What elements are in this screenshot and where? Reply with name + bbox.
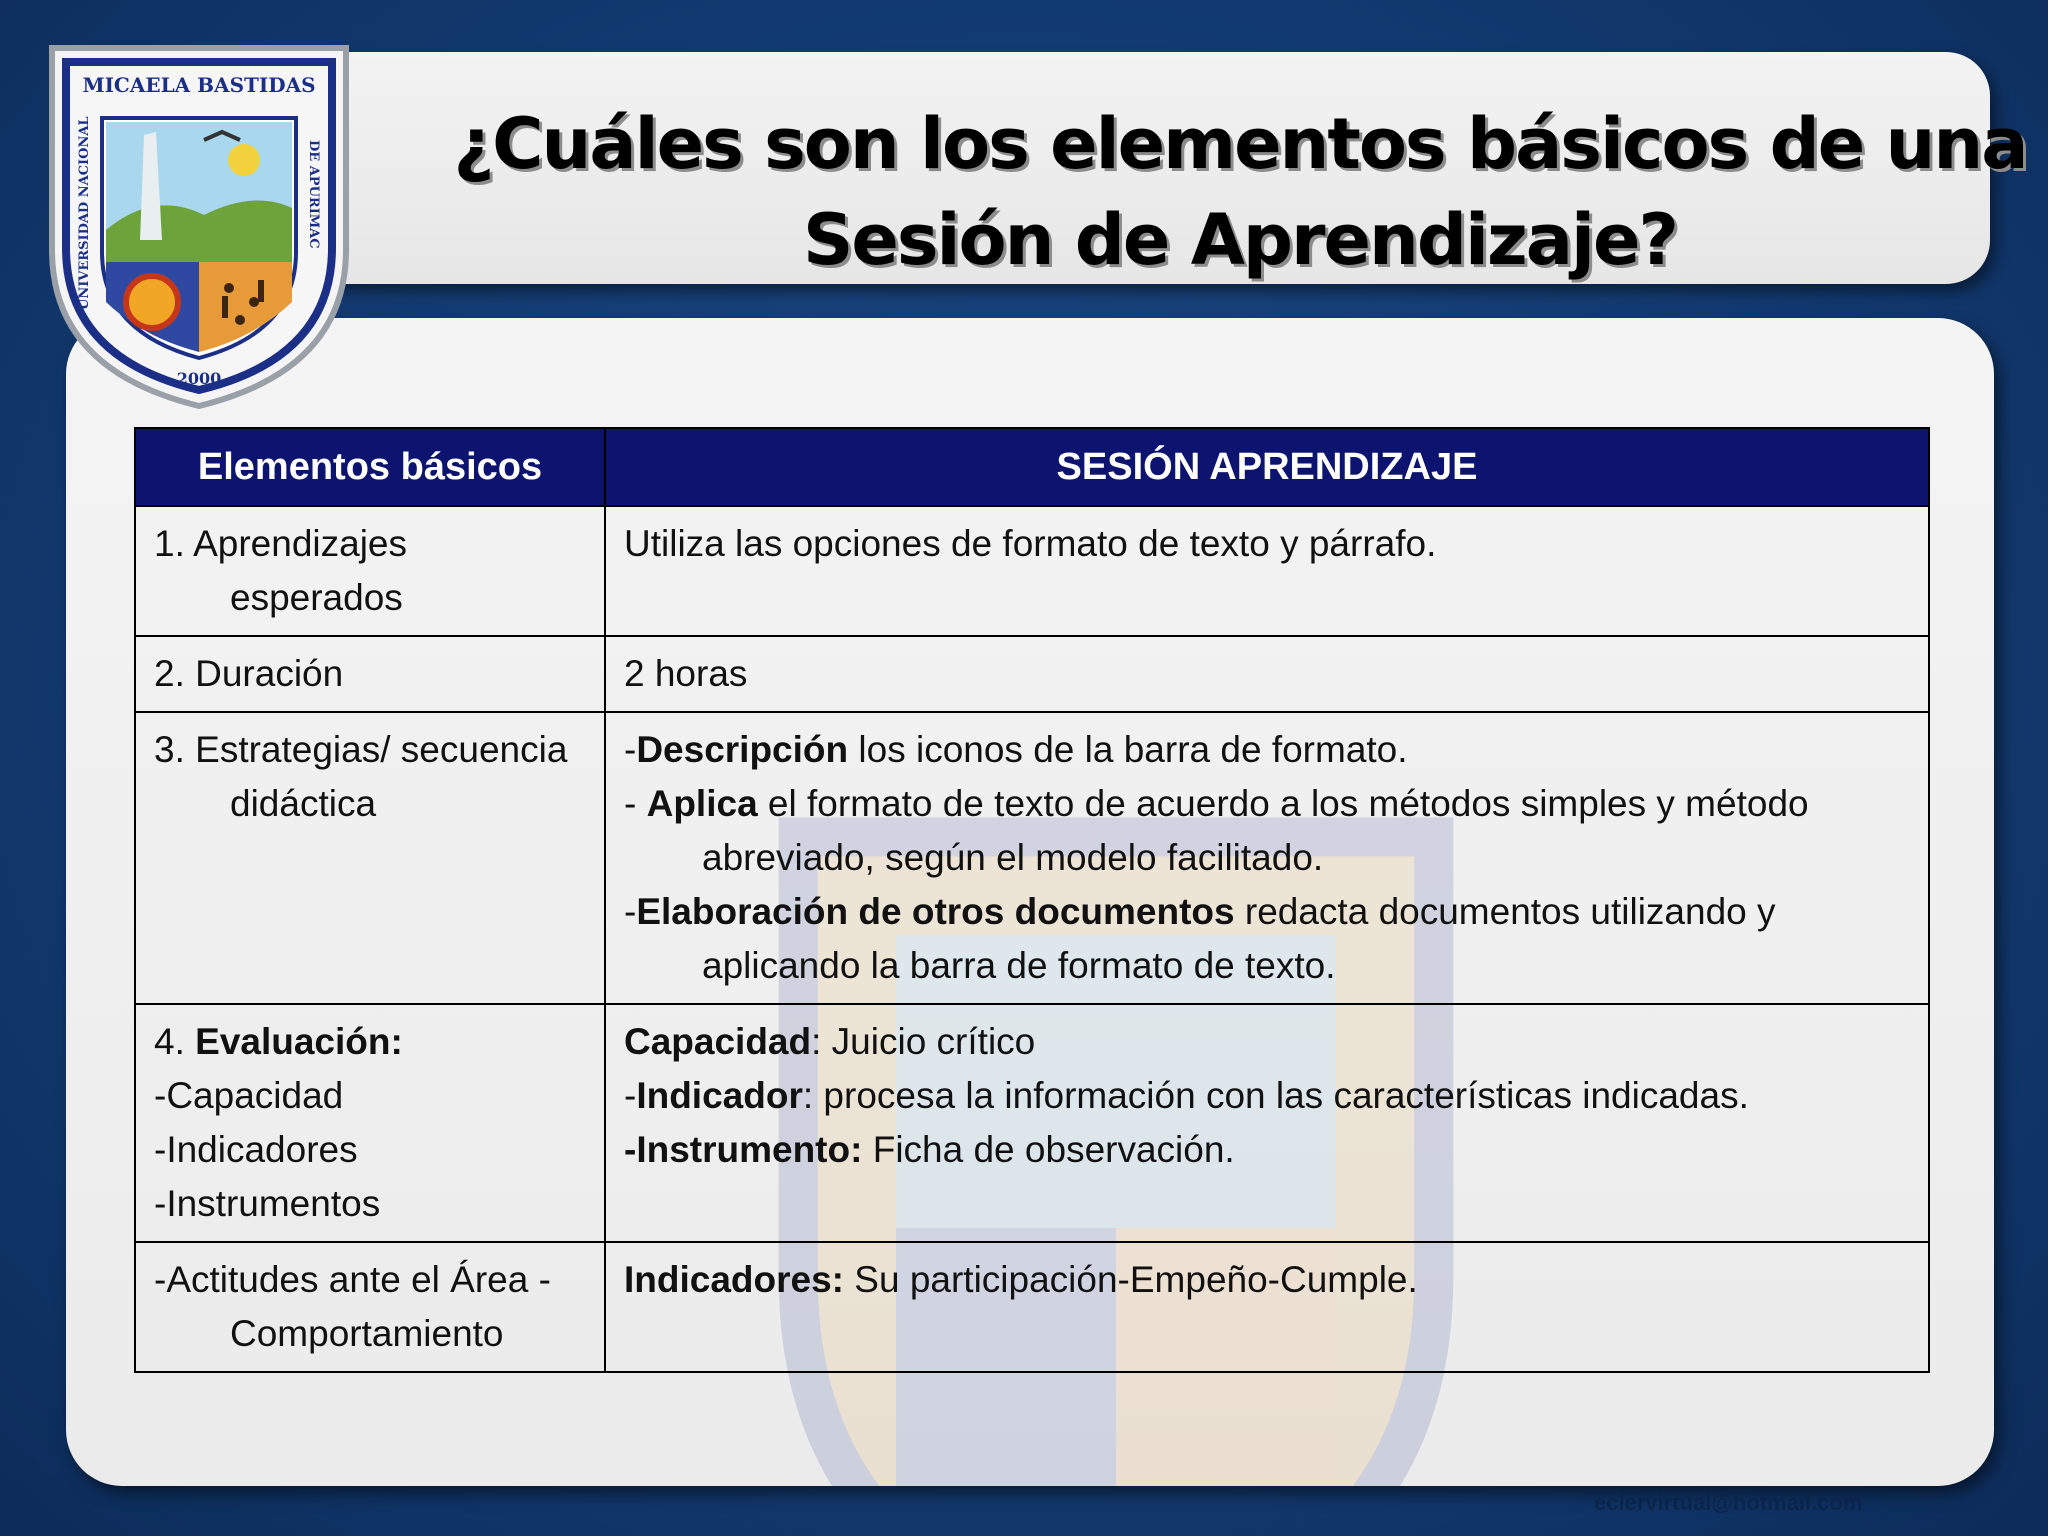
element-text: -Indicadores <box>154 1129 358 1170</box>
session-cell <box>605 636 1929 712</box>
seal-top-text: MICAELA BASTIDAS <box>82 73 316 97</box>
session-bold-text: Aplica <box>646 783 758 824</box>
element-line: -Actitudes ante el Área - <box>154 1259 551 1300</box>
session-line <box>624 723 1910 777</box>
session-line <box>624 777 1910 885</box>
element-cell <box>135 1242 605 1372</box>
table-header-row <box>135 428 1929 506</box>
session-line <box>624 1015 1910 1069</box>
element-cell <box>135 712 605 1004</box>
table-row <box>135 1242 1929 1372</box>
element-line <box>154 1069 586 1123</box>
header-elements: Elementos básicos <box>135 428 605 506</box>
element-text: -Capacidad <box>154 1075 344 1116</box>
element-line <box>154 1015 586 1069</box>
session-text: : Juicio crítico <box>811 1021 1036 1062</box>
session-line <box>624 1123 1910 1177</box>
element-line: 1. Aprendizajes <box>154 523 408 564</box>
session-text: el formato de texto de acuerdo a los métodos simples y método abreviado, según el modelo facilitado. <box>702 783 1809 878</box>
session-bold-text: Capacidad <box>624 1021 812 1062</box>
session-text: Ficha de observación. <box>862 1129 1235 1170</box>
element-line: Comportamiento <box>230 1313 504 1354</box>
session-line <box>624 517 1910 571</box>
slide-title <box>440 96 2040 288</box>
session-cell <box>605 506 1929 636</box>
element-line: esperados <box>230 577 403 618</box>
session-text: Su participación-Empeño-Cumple. <box>844 1259 1418 1300</box>
session-bold-text: Indicadores: <box>624 1259 844 1300</box>
session-bold-text: Elaboración de otros documentos <box>636 891 1235 932</box>
table-body <box>135 506 1929 1372</box>
session-cell <box>605 1242 1929 1372</box>
table-row <box>135 506 1929 636</box>
seal-right-text: DE APURIMAC <box>306 140 321 249</box>
elements-table <box>134 427 1930 1373</box>
header-session: SESIÓN APRENDIZAJE <box>605 428 1929 506</box>
session-line <box>624 1069 1910 1123</box>
session-text: Utiliza las opciones de formato de texto y párrafo. <box>624 523 1437 564</box>
element-text: -Instrumentos <box>154 1183 381 1224</box>
session-text: - <box>624 783 647 824</box>
session-text: - <box>624 891 637 932</box>
university-seal-logo <box>44 40 354 412</box>
element-line <box>154 1123 586 1177</box>
footer-email: eclervirtual@hotmail.com <box>1594 1490 1863 1515</box>
table-row <box>135 636 1929 712</box>
session-text: 2 horas <box>624 653 748 694</box>
element-text: 4. <box>154 1021 196 1062</box>
element-cell <box>135 506 605 636</box>
session-line <box>624 647 1910 701</box>
element-text <box>154 517 586 625</box>
session-text: los iconos de la barra de formato. <box>848 729 1408 770</box>
element-line: 2. Duración <box>154 653 344 694</box>
slide-title-line-1: ¿Cuáles son los elementos básicos de una <box>453 103 2027 185</box>
session-text: : procesa la información con las características indicadas. <box>802 1075 1749 1116</box>
element-text <box>154 647 586 701</box>
slide-title-line-2: Sesión de Aprendizaje? <box>802 199 1678 281</box>
session-bold-text: Indicador <box>636 1075 803 1116</box>
element-line: 3. Estrategias/ secuencia <box>154 729 568 770</box>
element-text <box>154 1253 586 1361</box>
seal-year: 2000 <box>176 369 222 388</box>
session-text: - <box>624 1075 637 1116</box>
session-text: - <box>624 729 637 770</box>
session-cell <box>605 1004 1929 1242</box>
element-line <box>154 1177 586 1231</box>
session-line <box>624 885 1910 993</box>
session-bold-text: Descripción <box>636 729 849 770</box>
session-cell <box>605 712 1929 1004</box>
session-line <box>624 1253 1910 1307</box>
element-text <box>154 723 586 831</box>
element-cell <box>135 636 605 712</box>
session-text: redacta documentos utilizando y aplicando la barra de formato de texto. <box>702 891 1776 986</box>
table-row <box>135 712 1929 1004</box>
table-row <box>135 1004 1929 1242</box>
seal-left-text: UNIVERSIDAD NACIONAL <box>77 116 92 310</box>
session-bold-text: -Instrumento: <box>624 1129 863 1170</box>
element-bold-text: Evaluación: <box>195 1021 403 1062</box>
element-line: didáctica <box>230 783 377 824</box>
element-cell <box>135 1004 605 1242</box>
